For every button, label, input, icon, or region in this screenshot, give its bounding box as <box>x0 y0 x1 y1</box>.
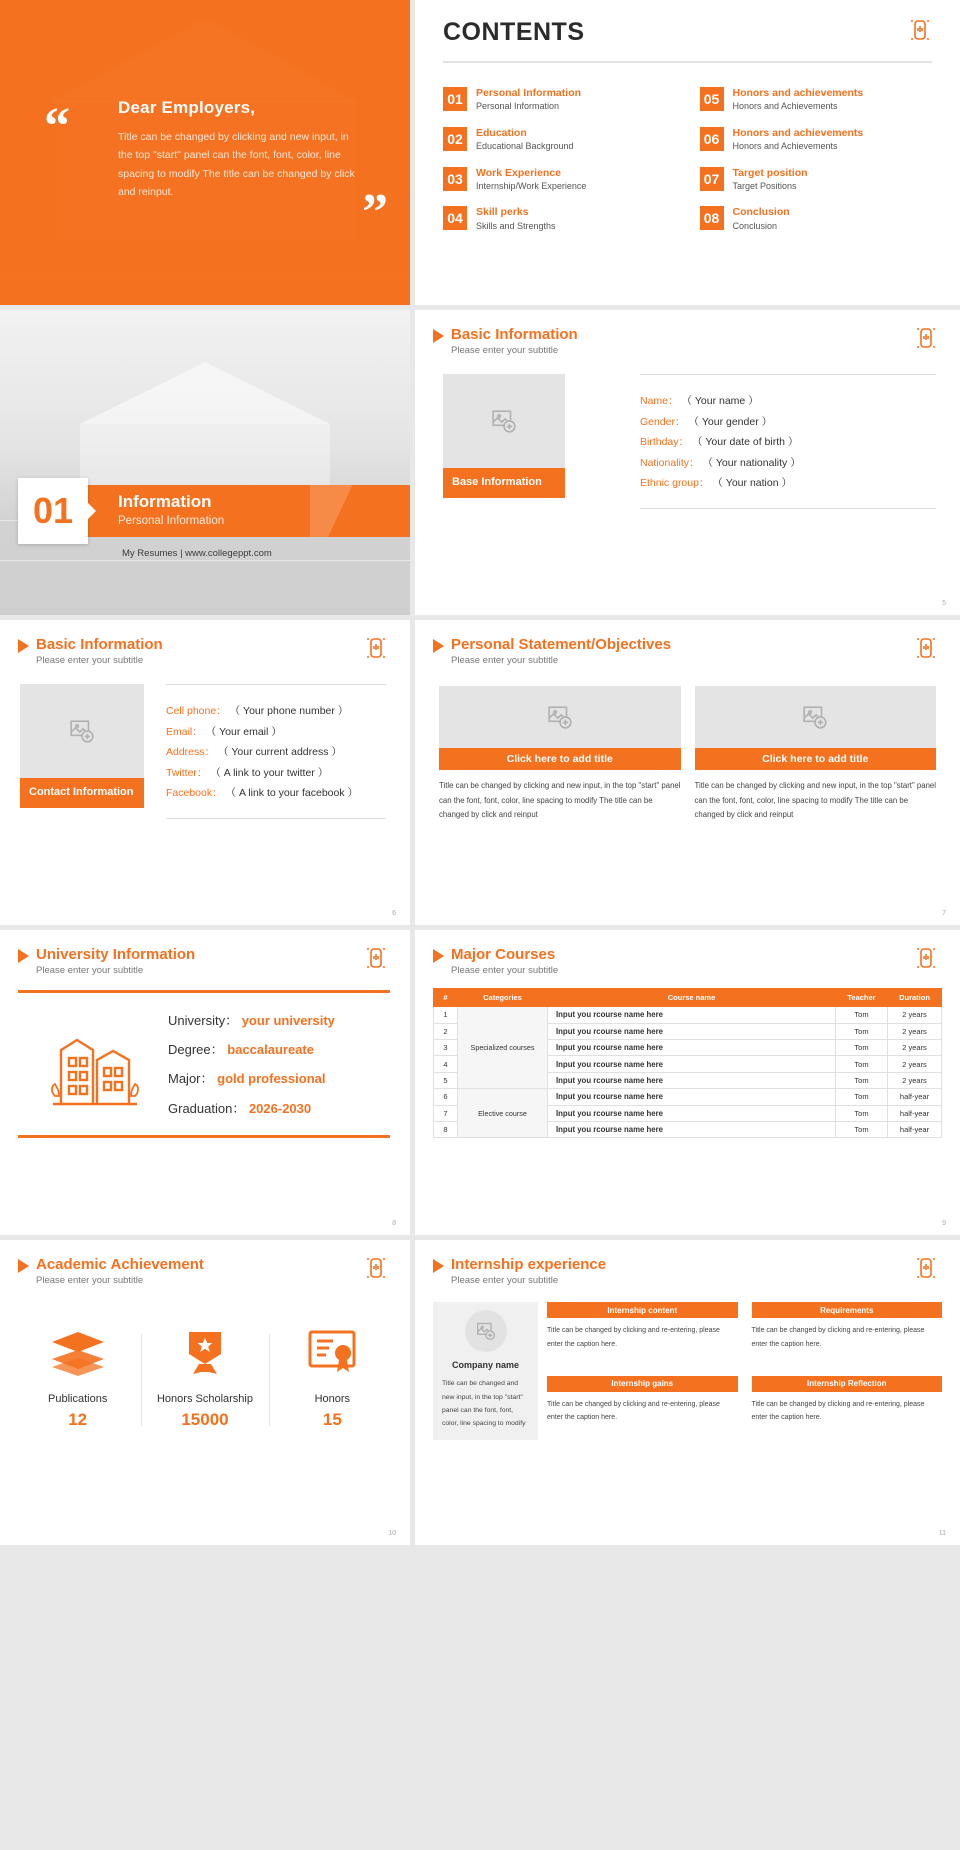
stat-item <box>14 1328 141 1430</box>
cell-teacher: Tom <box>836 1023 888 1039</box>
toc-number: 01 <box>443 87 467 111</box>
triangle-icon <box>433 329 444 343</box>
toc-title: Conclusion <box>732 206 790 219</box>
image-placeholder-icon[interactable] <box>695 686 937 748</box>
courses-table-wrapper <box>415 976 960 1138</box>
triangle-icon <box>18 639 29 653</box>
cell-teacher: Tom <box>836 1040 888 1056</box>
field-key: Facebook： <box>166 787 223 800</box>
field-value[interactable]: （ Your email ） <box>205 725 282 738</box>
cell-text: Title can be changed by clicking and re-entering, please enter the caption here. <box>751 1400 925 1422</box>
field-value[interactable]: your university <box>241 1012 335 1028</box>
triangle-icon <box>433 949 444 963</box>
field-row <box>640 453 936 473</box>
achievement-stats <box>0 1286 410 1430</box>
cell-title[interactable]: Requirements <box>752 1302 943 1318</box>
triangle-icon <box>18 949 29 963</box>
cell-index: 8 <box>434 1121 458 1137</box>
toc-title: Target position <box>732 166 808 179</box>
toc-title: Personal Information <box>476 87 582 99</box>
toc-title: Work Experience <box>476 166 562 179</box>
cell-title[interactable]: Internship Reflection <box>752 1376 943 1392</box>
toc-number: 07 <box>700 167 724 191</box>
toc-number: 08 <box>700 206 724 230</box>
field-value[interactable]: （ Your nationality ） <box>702 456 801 469</box>
cell-title[interactable]: Internship content <box>547 1302 738 1318</box>
fingerprint-icon <box>914 1256 938 1280</box>
cell-index: 6 <box>434 1089 458 1105</box>
fingerprint-icon <box>914 326 938 350</box>
col-duration: Duration <box>888 989 942 1007</box>
slide-personal-statement <box>415 620 960 925</box>
card-body: Title can be changed by clicking and new input, in the top "start" panel can the font, font, color, line spacing to modify The title can be changed by click and reinput <box>439 781 681 820</box>
image-placeholder-icon[interactable] <box>465 1310 507 1352</box>
toc-subtitle: Personal Information <box>476 101 560 112</box>
fingerprint-icon <box>914 946 938 970</box>
cell-text: Title can be changed by clicking and re-entering, please enter the caption here. <box>751 1327 925 1348</box>
toc-item[interactable] <box>700 127 933 153</box>
cell-index: 4 <box>434 1056 458 1072</box>
toc-subtitle: Internship/Work Experience <box>476 180 587 191</box>
pane-header <box>415 930 960 976</box>
toc-subtitle: Target Positions <box>732 180 797 191</box>
table-row <box>434 1007 942 1023</box>
field-key: Graduation： <box>168 1100 246 1116</box>
field-row <box>166 783 386 803</box>
cell-category: Specialized courses <box>458 1007 548 1089</box>
toc-item[interactable] <box>700 87 933 113</box>
page-title: CONTENTS <box>443 18 585 46</box>
cell-teacher: Tom <box>836 1105 888 1121</box>
field-value[interactable]: gold professional <box>217 1071 326 1087</box>
slide-contact-information <box>0 620 410 925</box>
cell-teacher: Tom <box>836 1072 888 1088</box>
cell-title[interactable]: Internship gains <box>547 1376 738 1392</box>
fields-list <box>640 374 936 508</box>
card-title-button[interactable]: Click here to add title <box>439 748 681 770</box>
quote-close-icon: ” <box>362 184 388 241</box>
field-row <box>640 473 936 493</box>
medal-icon <box>177 1363 233 1380</box>
page-number: 9 <box>942 1220 946 1227</box>
table-header-row <box>434 989 942 1007</box>
col-teacher: Teacher <box>836 989 888 1007</box>
fingerprint-icon <box>914 636 938 660</box>
triangle-icon <box>433 1259 444 1273</box>
field-key: Ethnic group： <box>640 477 710 490</box>
triangle-icon <box>433 639 444 653</box>
slide-section-divider <box>0 310 410 615</box>
stat-value: 15000 <box>181 1410 229 1430</box>
fingerprint-icon <box>364 946 388 970</box>
page-subtitle: Please enter your subtitle <box>36 1275 144 1287</box>
photo-caption: Contact Information <box>20 778 144 808</box>
field-key: Nationality： <box>640 456 700 469</box>
field-value[interactable]: baccalaureate <box>227 1042 314 1057</box>
cell-duration: 2 years <box>888 1023 942 1039</box>
field-value[interactable]: （ Your phone number ） <box>229 705 349 718</box>
toc-subtitle: Honors and Achievements <box>732 140 838 151</box>
divider-footer: My Resumes | www.collegeppt.com <box>122 548 272 559</box>
table-row <box>434 1089 942 1105</box>
field-key: Cell phone： <box>166 705 227 718</box>
cell-course-name[interactable]: Input you rcourse name here <box>548 1121 836 1137</box>
field-row <box>166 742 386 762</box>
cell-course-name[interactable]: Input you rcourse name here <box>548 1105 836 1121</box>
field-row <box>640 391 936 411</box>
page-number: 11 <box>938 1530 946 1537</box>
internship-cell <box>752 1302 943 1367</box>
image-placeholder-icon[interactable] <box>20 684 144 778</box>
cell-course-name[interactable]: Input you rcourse name here <box>548 1056 836 1072</box>
card-body: Title can be changed by clicking and new input, in the top "start" panel can the font, font, color, line spacing to modify The title can be changed by click and reinput <box>694 781 936 820</box>
fingerprint-icon <box>364 636 388 660</box>
field-row <box>168 1035 335 1064</box>
internship-cell <box>752 1376 943 1441</box>
fingerprint-icon <box>364 1256 388 1280</box>
toc-subtitle: Conclusion <box>732 220 778 231</box>
toc-item[interactable] <box>443 206 676 232</box>
toc-number: 02 <box>443 127 467 151</box>
toc-item[interactable] <box>700 167 933 193</box>
page-number: 7 <box>942 910 946 917</box>
photo-block[interactable] <box>20 684 144 818</box>
page-number: 5 <box>942 600 946 607</box>
slide-contents <box>415 0 960 305</box>
page-title: Academic Achievement <box>36 1256 204 1273</box>
cell-text: Title can be changed by clicking and re-entering, please enter the caption here. <box>547 1327 720 1348</box>
page-number: 10 <box>388 1530 396 1537</box>
cover-text-block <box>118 98 363 202</box>
toc-title: Honors and achievements <box>732 87 864 99</box>
background-photo <box>0 310 410 615</box>
image-placeholder-icon[interactable] <box>443 374 565 468</box>
field-value[interactable]: （ A link to your facebook ） <box>225 787 359 800</box>
field-key: Name： <box>640 395 679 408</box>
toc-number: 06 <box>700 127 724 151</box>
page-title: Basic Information <box>36 636 163 653</box>
field-row <box>168 1006 335 1035</box>
building-icon <box>18 1016 168 1112</box>
field-value[interactable]: 2026-2030 <box>248 1100 312 1116</box>
cell-index: 5 <box>434 1072 458 1088</box>
divider <box>166 818 386 819</box>
field-row <box>168 1094 335 1123</box>
page-number: 6 <box>392 910 396 917</box>
page-subtitle: Please enter your subtitle <box>36 965 144 977</box>
field-value[interactable]: （ Your name ） <box>681 395 759 408</box>
field-key: Address： <box>166 746 216 759</box>
cell-index: 2 <box>434 1023 458 1039</box>
company-description: Title can be changed and new input, in the top "start" panel can the font, font, color, line spacing to modify <box>442 1380 526 1427</box>
company-panel <box>433 1302 538 1440</box>
fields-list <box>166 684 386 818</box>
field-key: University： <box>168 1012 239 1028</box>
cell-duration: 2 years <box>888 1007 942 1023</box>
toc-list <box>443 87 932 232</box>
field-key: Twitter： <box>166 766 208 779</box>
cell-index: 1 <box>434 1007 458 1023</box>
pane-header <box>415 310 960 356</box>
cell-index: 3 <box>434 1040 458 1056</box>
stat-label: Honors Scholarship <box>156 1393 253 1406</box>
triangle-icon <box>18 1259 29 1273</box>
stat-item <box>269 1328 396 1430</box>
pane-header <box>0 930 410 976</box>
cell-course-name[interactable]: Input you rcourse name here <box>548 1040 836 1056</box>
pane-header <box>415 1240 960 1286</box>
contents-header <box>443 18 932 47</box>
cell-course-name[interactable]: Input you rcourse name here <box>548 1089 836 1105</box>
page-subtitle: Please enter your subtitle <box>451 655 559 667</box>
cell-text: Title can be changed by clicking and re-entering, please enter the caption here. <box>547 1400 720 1422</box>
field-key: Birthday： <box>640 436 690 449</box>
toc-number: 04 <box>443 206 467 230</box>
field-row <box>166 701 386 721</box>
pane-header <box>0 1240 410 1286</box>
toc-item[interactable] <box>443 167 676 193</box>
internship-cell <box>547 1376 738 1441</box>
stat-label: Honors <box>314 1393 351 1406</box>
field-value[interactable]: （ A link to your twitter ） <box>210 766 329 779</box>
section-subtitle: Personal Information <box>118 515 225 527</box>
toc-subtitle: Educational Background <box>476 140 574 151</box>
statement-cards <box>415 666 960 822</box>
divider <box>640 508 936 509</box>
cell-duration: 2 years <box>888 1072 942 1088</box>
books-icon <box>50 1363 106 1380</box>
section-title: Information <box>118 492 212 511</box>
courses-table <box>433 988 942 1138</box>
col-course-name: Course name <box>548 989 836 1007</box>
cover-title: Dear Employers, <box>118 98 256 117</box>
slide-academic-achievement <box>0 1240 410 1545</box>
divider-bar <box>52 485 410 537</box>
pane-header <box>415 620 960 666</box>
cell-course-name[interactable]: Input you rcourse name here <box>548 1072 836 1088</box>
field-value[interactable]: （ Your date of birth ） <box>691 436 799 449</box>
image-placeholder-icon[interactable] <box>439 686 681 748</box>
university-box <box>18 990 390 1138</box>
statement-card[interactable] <box>695 686 937 822</box>
field-row <box>166 763 386 783</box>
statement-card[interactable] <box>439 686 681 822</box>
internship-cells <box>547 1302 942 1440</box>
cell-teacher: Tom <box>836 1056 888 1072</box>
slide-internship-experience <box>415 1240 960 1545</box>
field-row <box>640 412 936 432</box>
company-name: Company name <box>451 1360 520 1371</box>
slide-major-courses <box>415 930 960 1235</box>
contact-body <box>0 666 410 818</box>
cell-teacher: Tom <box>836 1121 888 1137</box>
field-row <box>166 722 386 742</box>
quote-open-icon: “ <box>44 98 70 155</box>
field-key: Gender： <box>640 415 686 428</box>
section-number: 01 <box>18 478 88 544</box>
toc-subtitle: Honors and Achievements <box>732 101 838 112</box>
cell-duration: half-year <box>888 1089 942 1105</box>
field-key: Email： <box>166 725 203 738</box>
toc-item[interactable] <box>700 206 933 232</box>
cell-teacher: Tom <box>836 1089 888 1105</box>
cell-course-name[interactable]: Input you rcourse name here <box>548 1023 836 1039</box>
field-row <box>640 432 936 452</box>
photo-caption: Base Information <box>443 468 565 498</box>
page-subtitle: Please enter your subtitle <box>451 1275 559 1287</box>
toc-title: Education <box>476 126 527 139</box>
field-value[interactable]: （ Your nation ） <box>712 477 792 490</box>
page-title: University Information <box>36 946 196 963</box>
page-title: Internship experience <box>451 1256 607 1273</box>
page-title: Personal Statement/Objectives <box>451 636 672 653</box>
cover-body: Title can be changed by clicking and new input, in the top "start" panel can the font, font, color, line spacing to modify The title can be changed by click and reinput. <box>118 131 355 199</box>
stat-value: 12 <box>68 1410 88 1430</box>
field-key: Degree： <box>168 1042 224 1057</box>
slide-base-information <box>415 310 960 615</box>
university-fields <box>168 1006 335 1123</box>
cell-duration: 2 years <box>888 1056 942 1072</box>
stat-label: Publications <box>48 1393 108 1406</box>
internship-cell <box>547 1302 738 1367</box>
toc-title: Skill perks <box>476 206 529 219</box>
cell-index: 7 <box>434 1105 458 1121</box>
base-info-body <box>415 356 960 508</box>
page-subtitle: Please enter your subtitle <box>451 965 559 977</box>
internship-body <box>415 1286 960 1440</box>
page-subtitle: Please enter your subtitle <box>36 655 144 667</box>
toc-item[interactable] <box>443 127 676 153</box>
slide-university-information <box>0 930 410 1235</box>
cell-course-name[interactable]: Input you rcourse name here <box>548 1007 836 1023</box>
toc-item[interactable] <box>443 87 676 113</box>
toc-title: Honors and achievements <box>732 126 864 139</box>
toc-number: 03 <box>443 167 467 191</box>
page-number: 8 <box>392 1220 396 1227</box>
col-index: # <box>434 989 458 1007</box>
field-row <box>168 1064 335 1093</box>
cell-duration: 2 years <box>888 1040 942 1056</box>
field-value[interactable]: （ Your current address ） <box>217 746 342 759</box>
card-title-button[interactable]: Click here to add title <box>695 748 937 770</box>
photo-block[interactable] <box>443 374 565 508</box>
cell-duration: half-year <box>888 1105 942 1121</box>
page-title: Basic Information <box>451 326 578 343</box>
col-categories: Categories <box>458 989 548 1007</box>
pane-header <box>0 620 410 666</box>
stat-item <box>141 1328 268 1430</box>
page-title: Major Courses <box>451 946 556 963</box>
divider <box>443 61 932 63</box>
page-subtitle: Please enter your subtitle <box>451 345 559 357</box>
field-key: Major： <box>168 1071 214 1087</box>
toc-number: 05 <box>700 87 724 111</box>
cell-teacher: Tom <box>836 1007 888 1023</box>
field-value[interactable]: （ Your gender ） <box>688 415 773 428</box>
toc-subtitle: Skills and Strengths <box>476 220 556 231</box>
cell-duration: half-year <box>888 1121 942 1137</box>
stat-value: 15 <box>322 1410 342 1430</box>
certificate-icon <box>304 1363 360 1380</box>
divider-text <box>118 492 224 527</box>
slide-cover <box>0 0 410 305</box>
cell-category: Elective course <box>458 1089 548 1138</box>
fingerprint-icon <box>908 18 932 42</box>
